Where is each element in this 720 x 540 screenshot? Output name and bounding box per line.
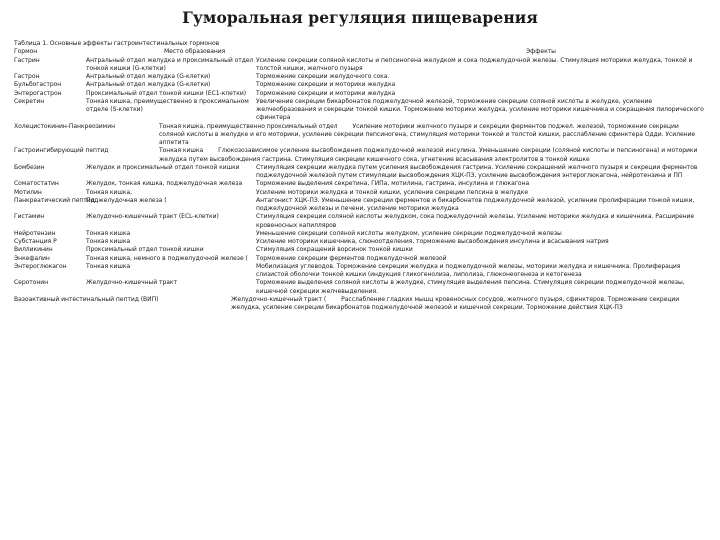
hormone-effects: Усиление секреции соляной кислоты и пепсиногена желудком и сока поджелудочной железы. Стимуляция моторики желудка, тонкой и толстой кишки, желчного пузыря: [256, 56, 693, 72]
table-row: [14, 81, 706, 89]
hormone-effects: Торможение выделения секретина, ГИПа, мотилина, гастрина, инсулина и глюкагона: [256, 180, 530, 188]
site-and-effects: [159, 123, 706, 148]
formation-site: Тонкая кишка: [86, 238, 131, 245]
site-and-effects: [159, 147, 706, 164]
table-row: [14, 213, 706, 230]
formation-site: Проксимальный отдел тонкой кишки: [86, 246, 204, 254]
hormone-effects: Уменьшение секреции соляной кислоты желудком, усиление секреции поджелудочной железы: [256, 229, 562, 237]
table-row: [14, 197, 706, 214]
formation-site: Тонкая кишка, преимущественно в проксимальном отделе (S-клетки): [86, 97, 249, 113]
table-row: [14, 57, 706, 74]
hormone-name: Энтероглюкагон: [14, 262, 67, 270]
hormone-effects: Мобилизация углеводов. Торможение секреции желудка и поджелудочной железы, моторики желудка и кишечника. Пролиферация слизистой оболочки тонкой кишки (индукция гликогенолиза, липолиза, глюконеогенеза и кетогенеза: [256, 262, 681, 278]
hormone-name: Секретин: [14, 97, 45, 105]
formation-site: Тонкая кишка: [86, 262, 131, 270]
formation-site: Тонкая кишка: [86, 229, 131, 237]
table-header: [14, 48, 706, 56]
table-row: [14, 180, 706, 188]
table-row: [14, 263, 706, 280]
table-row: [14, 238, 706, 246]
hormone-effects: Торможение выделения соляной кислоты в желудке, стимуляция выделения пепсина. Стимуляция секреции поджелудочной железы, кишечной секреции желчевыделения.: [256, 279, 685, 295]
table-body: [14, 57, 706, 313]
hormone-effects: Антагонист ХЦК-ПЗ. Уменьшение секреции ферментов и бикарбонатов поджелудочной железой, усиление пролиферации тонкой кишки, поджелудочной железы и печени, усиление моторики желудка: [256, 196, 695, 212]
hormone-name: Холецистокинин-Панкреозимин: [14, 122, 115, 130]
hormone-effects: Усиление моторики желудка и тонкой кишки, усиление секреции пепсина в желудке: [256, 188, 529, 196]
site-and-effects: [231, 296, 706, 313]
hormone-effects: Торможение секреции и моторики желудка: [256, 81, 396, 89]
hormone-name: Вазоактивный интестинальный пептид (ВИП): [14, 295, 159, 303]
hormone-effects: Стимуляция сокращений ворсинок тонкой кишки: [256, 246, 413, 254]
formation-site: Желудочно-кишечный тракт: [86, 279, 177, 287]
hormone-name: Гастрон: [14, 73, 40, 80]
formation-site: Тонкая кишка, преимущественно проксимальный отдел: [159, 122, 338, 130]
hormone-name: Нейротензин: [14, 229, 56, 237]
formation-site: Тонкая кишка: [159, 147, 204, 155]
hormone-name: Энкефалин: [14, 254, 50, 262]
formation-site: Антральный отдел желудка (G-клетки): [86, 73, 211, 80]
page-title: Гуморальная регуляция пищеварения: [182, 8, 538, 27]
hormone-name: Бомбезин: [14, 163, 45, 171]
formation-site: Желудок, тонкая кишка, поджелудочная железа: [86, 180, 243, 188]
hormone-name: Гастрин: [14, 56, 40, 64]
formation-site: Желудок и проксимальный отдел тонкой кишки: [86, 163, 240, 171]
table-row: [14, 123, 706, 148]
table-row: [14, 98, 706, 123]
hormone-name: Мотилин: [14, 188, 42, 196]
formation-site: Тонкая кишка,: [86, 188, 133, 196]
table-row: [14, 164, 706, 181]
hormone-effects: Стимуляция секреции желудка путем усиления высвобождения гастрина. Усиление сокращений желчного пузыря и секреции ферментов поджелудочной железой путем стимуляции высвобождения ХЦК-ПЗ, усиление высвобождения энтероглюкагона, нейротензина и ПП: [256, 163, 698, 179]
hormone-effects: Усиление моторики кишечника, слюноотделения, торможение высвобождения инсулина и всасывания натрия: [256, 238, 609, 245]
table-row: [14, 189, 706, 197]
table-row: [14, 246, 706, 254]
table-row: [14, 73, 706, 81]
table-row: [14, 296, 706, 313]
formation-site: Желудочно-кишечный тракт (: [231, 295, 327, 303]
hormone-effects: Глюкозозависимое усиление высвобождения поджелудочной железой инсулина. Уменьшение секреции (соляной кислоты и пепсиногена) и моторики желудка путем высвобождения гастрина. Стимуляция секреции кишечного сока, угнетение всасывания электролитов в тонкой кишке: [159, 147, 698, 163]
hormone-effects: Стимуляция секреции соляной кислоты желудком, сока поджелудочной железы. Усиление моторики желудка и кишечника. Расширение кровеносных капилляров: [256, 213, 695, 229]
hormone-effects: Усиление моторики желчного пузыря и секреции ферментов поджел. железой, торможение секреции соляной кислоты в желудке и его моторики, усиление секреции пепсиногена, стимуляция моторики тонкой и толстой кишки, расслабление сфинктера Одди. Усиление аппетита: [159, 122, 696, 146]
table-row: [14, 90, 706, 98]
table-row: [14, 279, 706, 296]
hormone-effects: Торможение секреции ферментов поджелудочной железой: [256, 254, 447, 262]
hormone-name: Бульбогастрон: [14, 81, 62, 89]
hormone-name: Панкреатический пептид: [14, 196, 95, 204]
column-header-hormone: Гормон: [14, 48, 38, 56]
column-header-effects: Эффекты: [526, 48, 556, 56]
hormone-effects: Увеличение секреции бикарбонатов поджелудочной железой, торможение секреции соляной кислоты в желудке, усиление желчеобразования и секреции тонкой кишки. Торможение моторики желудка, усиление моторики кишечника и сокращения пилорического сфинктера: [256, 97, 704, 122]
table-row: [14, 255, 706, 263]
hormone-name: Вилликинин: [14, 246, 53, 254]
table-caption: Таблица 1. Основные эффекты гастроинтестинальных гормонов: [14, 40, 220, 47]
table-row: [14, 230, 706, 238]
formation-site: Антральный отдел желудка (G-клетки): [86, 81, 211, 89]
hormone-name: Энтерогастрон: [14, 89, 62, 97]
table-row: [14, 147, 706, 164]
formation-site: Поджелудочная железа (: [86, 196, 167, 204]
formation-site: Желудочно-кишечный тракт (ECL-клетки): [86, 213, 219, 221]
formation-site: Проксимальный отдел тонкой кишки (ЕС1-клетки): [86, 89, 247, 97]
hormone-effects: Расслабление гладких мышц кровеносных сосудов, желчного пузыря, сфинктеров. Торможение секреции желудка, усиление секреции бикарбонатов поджелудочной железой и кишечной секреции. Торможение действия ХЦК-ПЗ: [231, 295, 680, 311]
hormone-name: Субстанция Р: [14, 238, 57, 245]
hormone-name: Гастроингибирующий пептид: [14, 147, 109, 155]
hormone-name: Серотонин: [14, 279, 49, 287]
column-header-site: Место образования: [164, 48, 226, 56]
hormone-name: Соматостатин: [14, 180, 59, 188]
hormone-name: Гистамин: [14, 213, 45, 221]
formation-site: Антральный отдел желудка и проксимальный отдел тонкой кишки (G-клетки): [86, 56, 254, 72]
hormone-effects: Торможение секреции желудочного сока.: [256, 73, 390, 80]
formation-site: Тонкая кишка, немного в поджелудочной железе (: [86, 254, 248, 262]
hormone-table: [14, 40, 706, 312]
hormone-effects: Торможение секреции и моторики желудка: [256, 89, 396, 97]
